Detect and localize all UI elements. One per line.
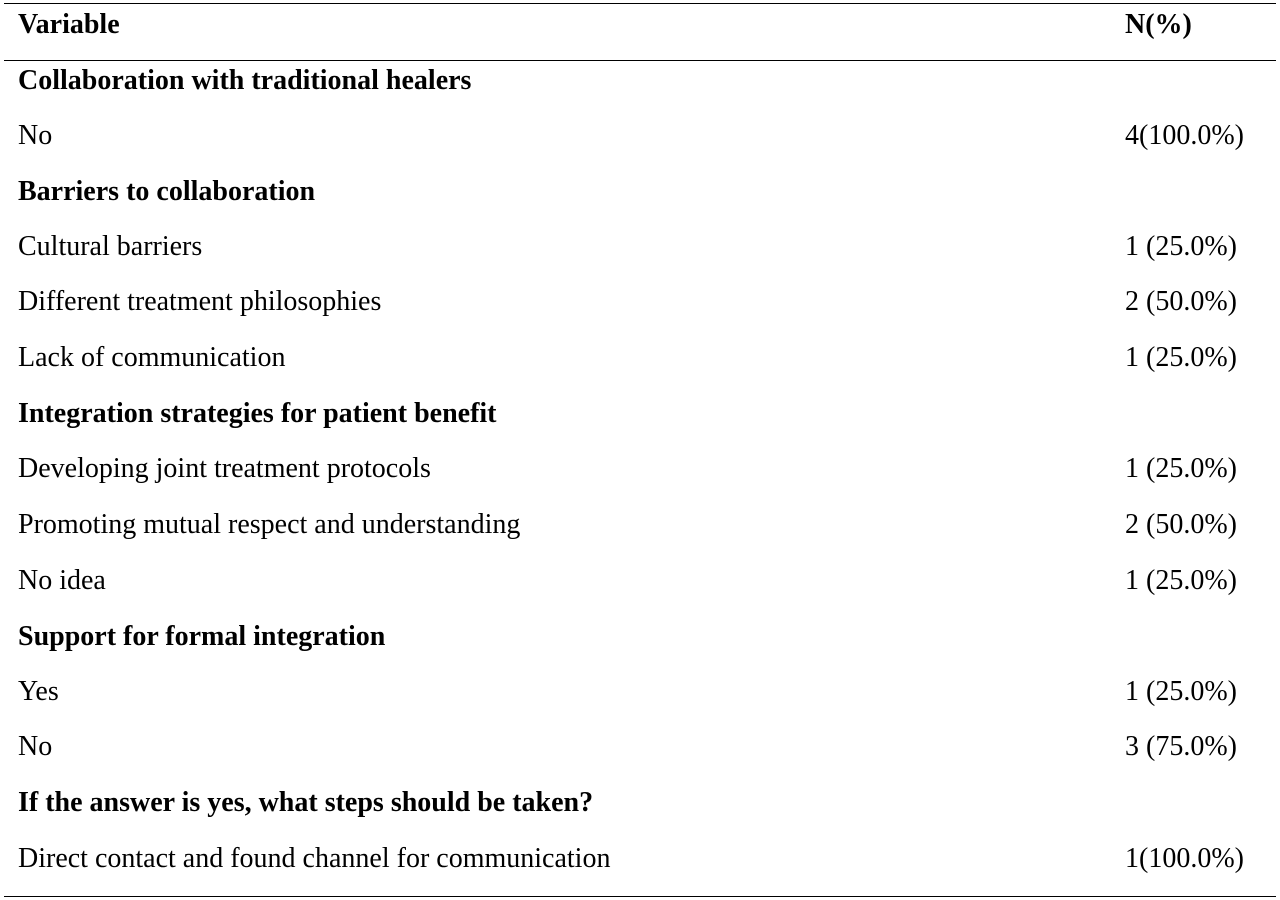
table-row: [4, 505, 1276, 545]
row-value: 1 (25.0%): [1125, 231, 1237, 262]
row-value: 1(100.0%): [1125, 843, 1244, 874]
row-value: 2 (50.0%): [1125, 286, 1237, 317]
row-label: Collaboration with traditional healers: [18, 65, 472, 96]
row-label: Lack of communication: [18, 342, 286, 373]
row-label: Developing joint treatment protocols: [18, 453, 431, 484]
row-value: 3 (75.0%): [1125, 731, 1237, 762]
group-row-barriers: [4, 172, 1276, 212]
row-label: No: [18, 731, 53, 762]
row-value: 1 (25.0%): [1125, 342, 1237, 373]
row-label: No idea: [18, 565, 106, 596]
row-value: 4(100.0%): [1125, 120, 1244, 151]
row-label: No: [18, 120, 53, 151]
group-row-collaboration: [4, 61, 1276, 101]
table-row: [4, 227, 1276, 267]
row-label: Barriers to collaboration: [18, 176, 316, 207]
row-label: Direct contact and found channel for communication: [18, 843, 611, 874]
table-header-row: [4, 5, 1276, 45]
row-value: 2 (50.0%): [1125, 509, 1237, 540]
header-n-percent: N(%): [1125, 9, 1192, 40]
row-label: Integration strategies for patient benefit: [18, 398, 497, 429]
row-value: 1 (25.0%): [1125, 676, 1237, 707]
group-row-integration-strategies: [4, 394, 1276, 434]
row-label: Support for formal integration: [18, 621, 386, 652]
table-row: [4, 116, 1276, 156]
results-table: [4, 3, 1276, 898]
table-row: [4, 727, 1276, 767]
row-label: If the answer is yes, what steps should be taken?: [18, 787, 594, 818]
row-value: 1 (25.0%): [1125, 453, 1237, 484]
table-row: [4, 449, 1276, 489]
row-label: Different treatment philosophies: [18, 286, 382, 317]
group-row-steps: [4, 783, 1276, 823]
table-row: [4, 282, 1276, 322]
row-label: Promoting mutual respect and understanding: [18, 509, 521, 540]
row-value: 1 (25.0%): [1125, 565, 1237, 596]
table-row: [4, 338, 1276, 378]
header-variable: Variable: [18, 9, 120, 40]
group-row-formal-integration: [4, 617, 1276, 657]
table-row: [4, 561, 1276, 601]
table-top-rule: [4, 3, 1276, 4]
table-row: [4, 839, 1276, 879]
table-bottom-rule: [4, 896, 1276, 897]
table-row: [4, 672, 1276, 712]
row-label: Cultural barriers: [18, 231, 203, 262]
row-label: Yes: [18, 676, 59, 707]
